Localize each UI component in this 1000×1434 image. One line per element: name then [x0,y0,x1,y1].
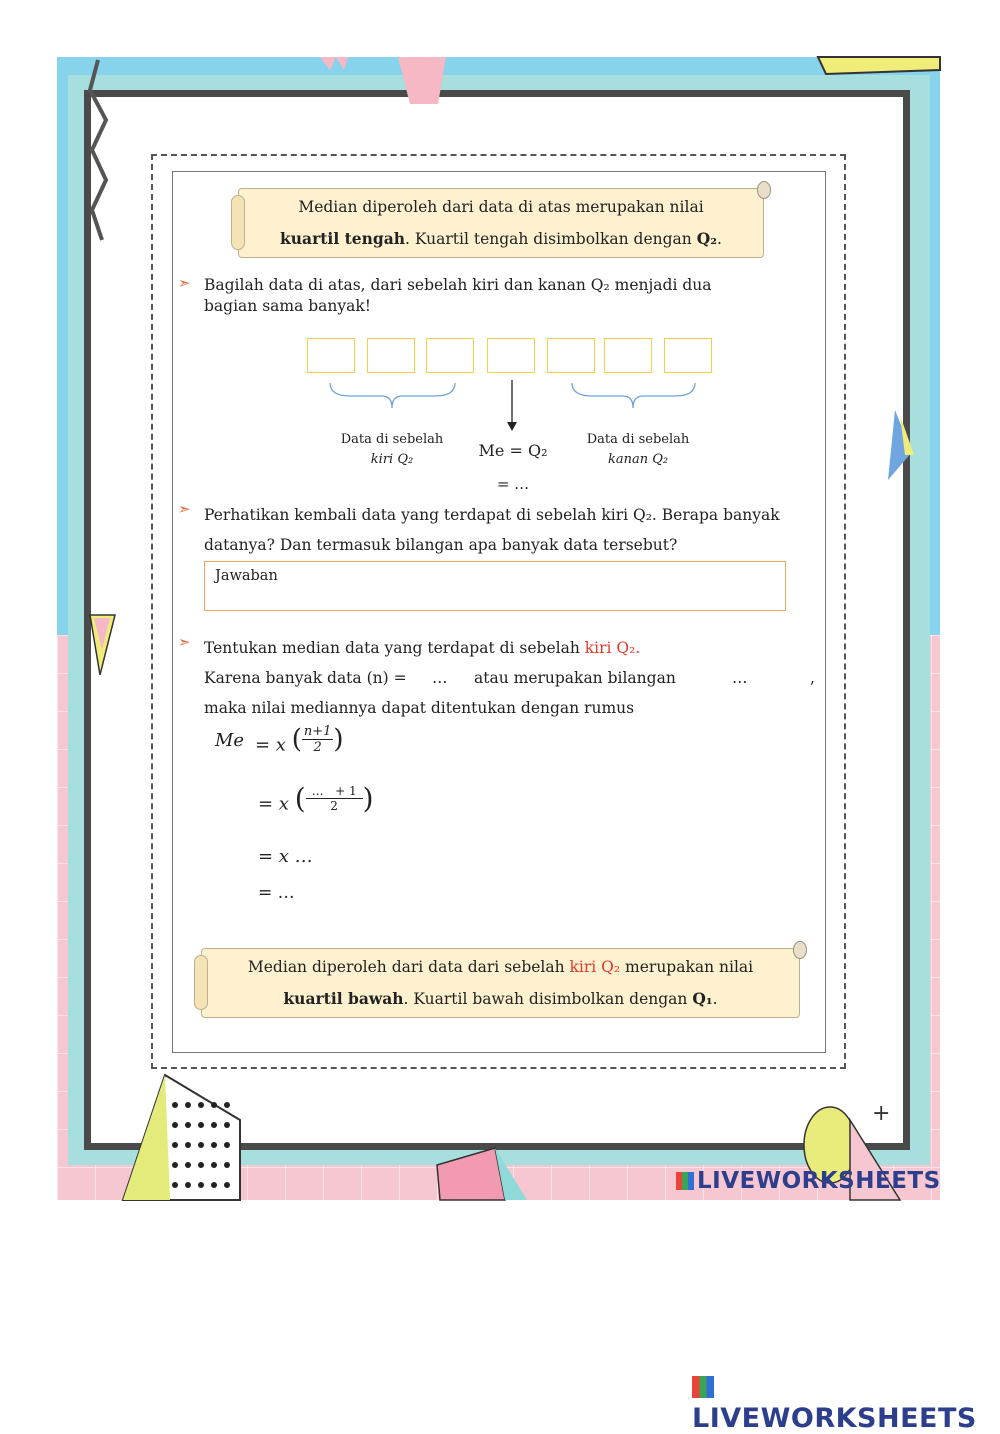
answer-label: Jawaban [215,568,278,584]
formula-blank[interactable]: … + 1 [306,784,363,799]
median-q2-label: Me = Q₂ [478,441,548,460]
plus-decoration: + [872,1101,891,1126]
scroll-bottom-line1: Median diperoleh dari data dari sebelah kiri Q₂ merupakan nilai [247,958,754,976]
n-blank[interactable]: … [432,669,448,687]
scroll-roll-left [194,955,208,1010]
data-input-box-3[interactable] [426,338,474,373]
pink-box-decoration [437,1148,505,1200]
scroll-banner-bottom [201,948,800,1018]
scroll-roll-left [231,195,245,250]
question-1 [204,275,711,317]
yellow-triangle-top [818,57,940,74]
question-1-line1: Bagilah data di atas, dari sebelah kiri dan kanan Q₂ menjadi dua [204,276,712,294]
question-2 [204,500,824,560]
formula-line4: = … [258,883,295,903]
pink-spikes [320,57,348,70]
question-1-line2: bagian sama banyak! [204,297,372,315]
bullet-icon: ➣ [178,274,191,292]
liveworksheets-logo-icon [676,1172,694,1190]
right-brace [572,383,695,408]
question-3-line2: Karena banyak data (n) = … atau merupakan bilangan … , [204,663,824,693]
scroll-bottom-line2: kuartil bawah. Kuartil bawah disimbolkan dengan Q₁. [283,989,718,1008]
right-data-label: Data di sebelah kanan Q₂ [586,432,690,467]
left-data-label: Data di sebelah kiri Q₂ [340,432,444,467]
data-input-box-2[interactable] [367,338,415,373]
answer-input[interactable] [204,561,786,611]
question-3 [204,633,824,723]
watermark-footer: LIVEWORKSHEETS [692,1372,1000,1434]
formula-me: Me [215,730,245,751]
scroll-roll-right [757,181,771,199]
watermark-in-page: LIVEWORKSHEETS [676,1168,941,1194]
yellow-block-side [123,1075,170,1200]
diagram-braces [320,378,710,438]
formula-line1: = x ( $\frac{n+1}{2}$ ) [255,724,344,756]
data-input-box-7[interactable] [664,338,712,373]
data-input-box-5[interactable] [547,338,595,373]
question-3-line3: maka nilai mediannya dapat ditentukan dengan rumus [204,699,635,717]
number-type-blank[interactable]: … [732,669,748,687]
median-arrow-head [507,422,517,431]
question-3-line1: Tentukan median data yang terdapat di sebelah kiri Q₂. [204,639,641,657]
data-input-box-6[interactable] [604,338,652,373]
left-brace [330,383,455,408]
scroll-roll-right [793,941,807,959]
median-q2-value: = … [496,475,530,493]
question-2-line2: datanya? Dan termasuk bilangan apa banyak data tersebut? [204,536,678,554]
formula-line2: = x ( $\frac{\dots + 1}{2}$ ) [258,782,374,815]
data-input-box-1[interactable] [307,338,355,373]
scroll-top-line1: Median diperoleh dari data di atas merupakan nilai [298,198,704,216]
liveworksheets-logo-icon [692,1376,714,1398]
formula-line3: = x … [258,846,313,867]
bullet-icon: ➣ [178,633,191,651]
question-2-line1: Perhatikan kembali data yang terdapat di sebelah kiri Q₂. Berapa banyak [204,506,780,524]
data-input-box-4[interactable] [487,338,535,373]
pink-tab-decoration [398,57,446,104]
zigzag-decoration [90,60,106,240]
scroll-top-line2: kuartil tengah. Kuartil tengah disimbolkan dengan Q₂. [280,229,722,248]
scroll-banner-top [238,188,764,258]
bullet-icon: ➣ [178,500,191,518]
